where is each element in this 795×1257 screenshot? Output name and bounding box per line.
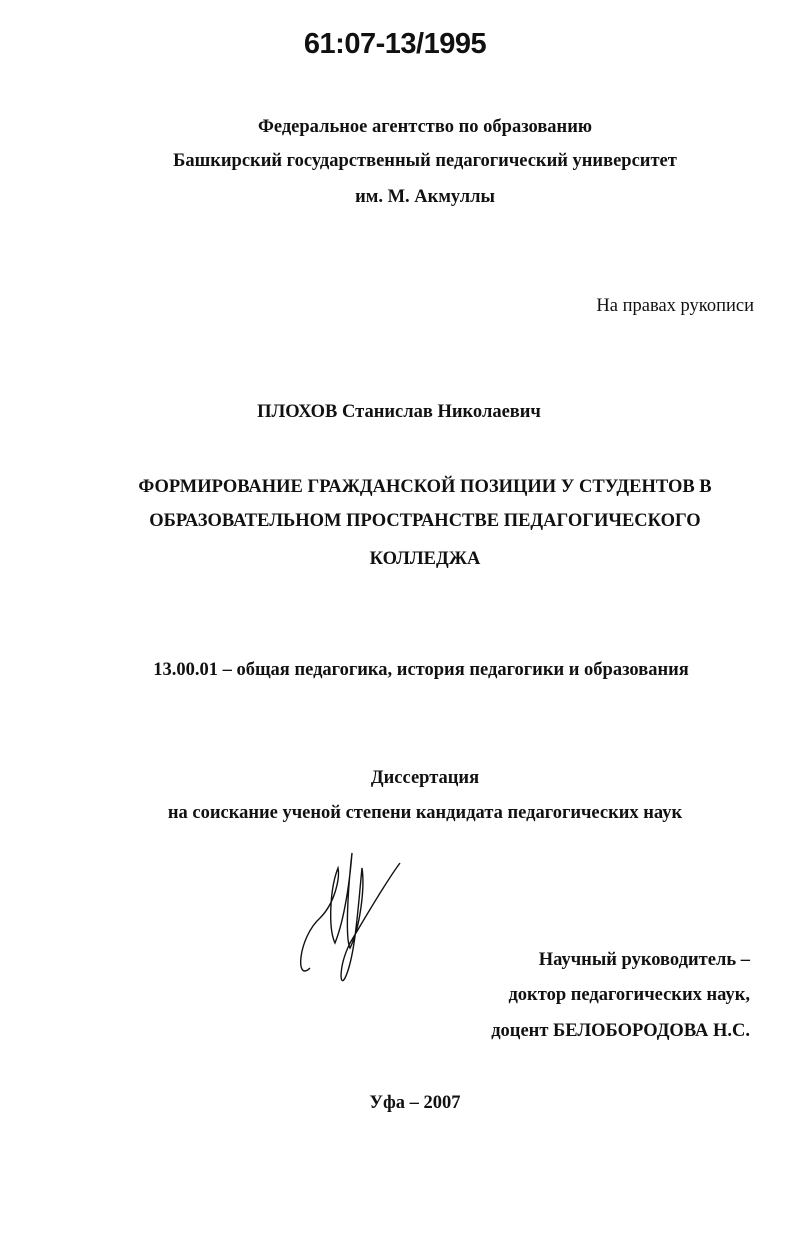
degree-sought: на соискание ученой степени кандидата педагогических наук <box>167 803 683 823</box>
title-line-1: ФОРМИРОВАНИЕ ГРАЖДАНСКОЙ ПОЗИЦИИ У СТУДЕНТОВ В <box>138 477 712 497</box>
university-honorific: им. М. Акмуллы <box>355 187 495 207</box>
title-line-3: КОЛЛЕДЖА <box>369 549 481 569</box>
registry-number: 61:07-13/1995 <box>303 28 487 60</box>
supervisor-name: доцент БЕЛОБОРОДОВА Н.С. <box>491 1021 750 1041</box>
agency-name: Федеральное агентство по образованию <box>257 117 593 137</box>
university-name: Башкирский государственный педагогический университет <box>173 151 677 171</box>
author-name: ПЛОХОВ Станислав Николаевич <box>257 402 541 422</box>
manuscript-note: На правах рукописи <box>596 296 754 316</box>
supervisor-role: Научный руководитель – <box>538 950 750 970</box>
city-year: Уфа – 2007 <box>369 1093 461 1113</box>
signature <box>290 848 420 988</box>
supervisor-degree: доктор педагогических наук, <box>508 985 750 1005</box>
title-line-2: ОБРАЗОВАТЕЛЬНОМ ПРОСТРАНСТВЕ ПЕДАГОГИЧЕСКОГО <box>149 511 701 531</box>
specialty: 13.00.01 – общая педагогика, история педагогики и образования <box>153 660 689 680</box>
work-type: Диссертация <box>370 768 480 788</box>
